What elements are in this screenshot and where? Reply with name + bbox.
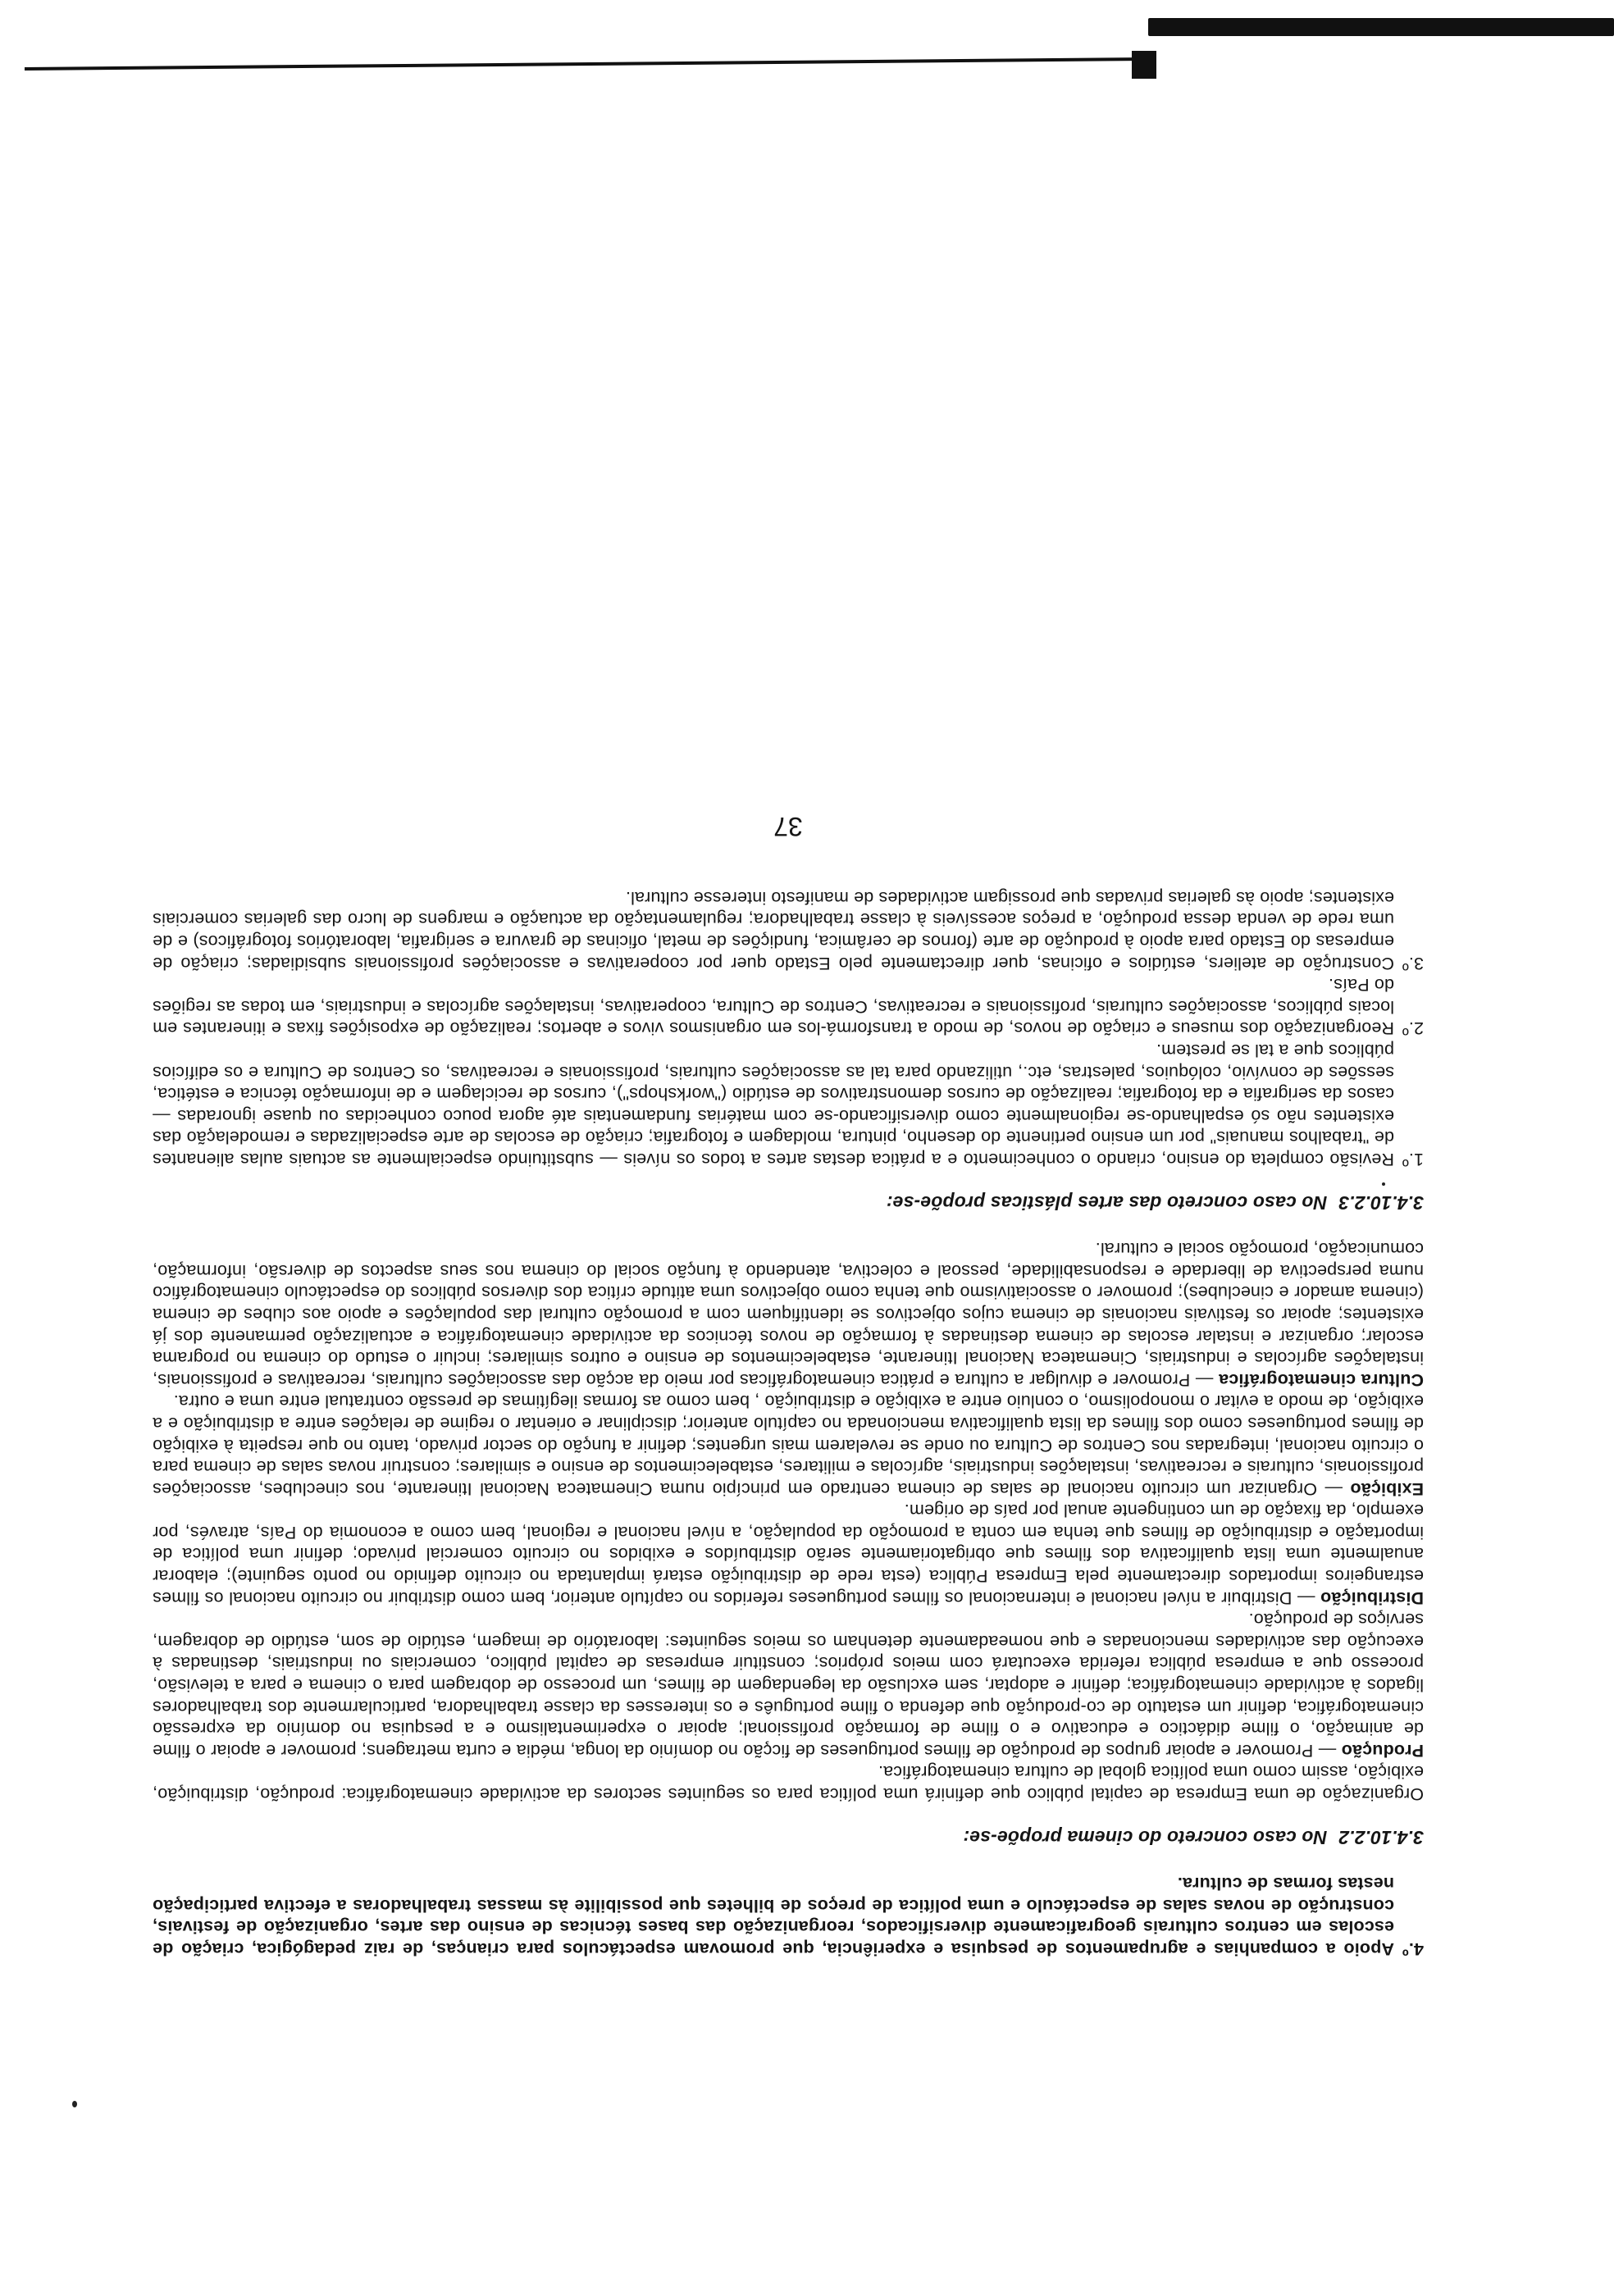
- cinema-intro: Organização de uma Empresa de capital público que definirá uma política para os seguintes sectores da actividade cinematográfica: produção, distribuição, exibição, assim como uma política global de cultura cinematográfica.: [153, 1762, 1424, 1805]
- paragraph-cultura: [153, 1238, 1424, 1391]
- section-heading-artes: [153, 1191, 1424, 1214]
- scan-border-tail: [1132, 51, 1156, 79]
- section-heading-cinema: [153, 1826, 1424, 1848]
- scan-border-top: [1148, 18, 1614, 36]
- section-number: 3.4.10.2.2: [1338, 1826, 1424, 1848]
- paragraph-distribuicao: [153, 1500, 1424, 1609]
- text-distribuicao: — Distribuir a nível nacional e internacional os filmes portugueses referidos no capítulo anterior, bem como distribuir no circuito nacional os filmes estrangeiros importados directamente pela Empresa Pública (esta rede de distribuição estará implantada no circuito definido no ponto seguinte); elaborar anualmente uma lista qualificativa dos filmes que obrigatoriamente serão distribuídos e exibidos no circuito comercial privado; definir uma política de importação e distribuição de filmes que tenha em conta a promoção da população, a nível nacional e regional, bem como a economia do País, através, por exemplo, da fixação de um contingente anual por país de origem.: [153, 1501, 1424, 1608]
- section-title: No caso concreto do cinema propõe-se:: [963, 1826, 1328, 1848]
- item-text: Apoio a companhias e agrupamentos de pesquisa e experiência, que promovam espectáculos para crianças, de raiz pedagógica, criação de escolas em centros culturais geograficamente diversificados, reorganização das bases técnicas de ensino das artes, organização de festivais, construção de novas salas de espectáculo e uma política de preços de bilhetes que possibilite às massas trabalhadoras a efectiva participação nestas formas de cultura.: [153, 1874, 1394, 1959]
- item-text: Revisão completa do ensino, criando o conhecimento e a prática destas artes a todos os níveis — substituindo especialmente as actuais aulas alienantes de "trabalhos manuais" por um ensino pertinente do desenho, pintura, moldagem e fotografia; criação de escolas de arte especializadas e remodelação das existentes não só espalhando-se regionalmente como diversificando-se com matérias fundamentais até agora pouco conhecidas ou quase ignoradas — casos da serigrafia e da fotografia; realização de cursos demonstrativos de estúdio ("workshops"), cursos de reciclagem e de informação técnica e estética, sessões de convívio, colóquios, palestras, etc., utilizando para tal as associações culturais, profissionais e recreativas, os Centros de Cultura e os edifícios públicos que a tal se prestem.: [153, 1041, 1394, 1169]
- item-text: Reorganização dos museus e criação de novos, de modo a transformá-los em organismos vivos e abertos; realização de exposições fixas e itinerantes em locais públicos, associações culturais, profissionais e recreativas, Centros de Cultura, cooperativas, instalações agrícolas e industriais, em todas as regiões do País.: [153, 975, 1394, 1039]
- item-number: 4.º: [1402, 1939, 1424, 1959]
- item-number: 1.º: [1402, 1150, 1424, 1169]
- label-exibicao: Exibição: [1350, 1478, 1424, 1499]
- label-producao: Produção: [1341, 1740, 1424, 1761]
- paragraph-exibicao: [153, 1391, 1424, 1500]
- text-cultura: — Promover e divulgar a cultura e prática cinematográficas por meio da acção das associações culturais, recreativas e profissionais, instalações agrícolas e industriais, Cinemateca Nacional Itinerante, estabelecimentos de ensino e outros similares; incluir o estudo do cinema no programa escolar; organizar e instalar escolas de cinema destinadas à formação de novos técnicos da actividade cinematográfica e actualização permanente dos já existentes; apoiar os festivais nacionais de cinema cujos objectivos se identifiquem com a promoção cultural das populações e apoio aos clubes de cinema (cinema amador e cineclubes); promover o associativismo que tenha como objectivos uma atitude crítica dos diversos públicos do espectáculo cinematográfico numa perspectiva de liberdade e responsabilidade, pessoal e colectiva, atendendo à função social do cinema nos seus aspectos de diversão, informação, comunicação, promoção social e cultural.: [153, 1239, 1424, 1390]
- item-number: 3.º: [1402, 953, 1424, 973]
- paragraph-producao: [153, 1609, 1424, 1761]
- document-page: [153, 160, 1424, 1960]
- text-exibicao: — Organizar um circuito nacional de salas de cinema centrado em princípio numa Cinemateca Nacional Itinerante, nos cineclubes, associações profissionais, culturais e recreativas, instalações industriais, agrícolas e militares, estabelecimentos de ensino e similares; construir novas salas de cinema para o circuito nacional, integradas nos Centros de Cultura ou onde se revelarem mais urgentes; definir a função do sector privado, tanto no que respeita à exibição de filmes portugueses como dos filmes da lista qualificativa mencionada no capítulo anterior; disciplinar e orientar o regime de relações entre a distribuição e a exibição, de modo a evitar o monopolismo, o conluio entre a exibição e distribuição , bem como as formas ilegítimas de pressão contratual entre uma e outra.: [153, 1392, 1424, 1499]
- section-title: No caso concreto das artes plásticas propõe-se:: [886, 1191, 1328, 1214]
- list-item-3: [153, 886, 1424, 973]
- list-item-4: [153, 1873, 1424, 1960]
- list-item-2: [153, 974, 1424, 1040]
- item-text: Construção de ateliers, estúdios e oficinas, quer directamente pelo Estado quer por cooperativas e associações profissionais subsidiadas; criação de empresas do Estado para apoio à produção de arte (fornos de cerâmica, fundições de metal, oficinas de gravura e serigrafia, laboratórios fotográficos) e de uma rede de venda dessa produção, a preços acessíveis à classe trabalhadora; regulamentação da actuação e margens de lucro das galerias comerciais existentes; apoio às galerias privadas que prossigam actividades de manifesto interesse cultural.: [153, 887, 1394, 973]
- list-item-1: [153, 1039, 1424, 1170]
- page-number: 37: [773, 812, 803, 842]
- scan-border-line: [25, 57, 1156, 71]
- scan-speck: [72, 2101, 77, 2107]
- label-distribuicao: Distribuição: [1320, 1588, 1424, 1608]
- section-number: 3.4.10.2.3: [1338, 1191, 1424, 1214]
- label-cultura: Cultura cinematográfica: [1218, 1369, 1424, 1390]
- item-number: 2.º: [1402, 1018, 1424, 1039]
- text-producao: — Promover e apoiar grupos de produção de filmes portugueses de ficção no domínio da longa, média e curta metragens; promover e apoiar o filme de animação, o filme didáctico e educativo e o filme de formação profissional; apoiar o experimentalismo e a pesquisa no domínio da expressão cinematográfica, definir um estatuto de co-produção que defenda o filme português e os interesses da classe trabalhadora, particularmente dos trabalhadores ligados à actividade cinematográfica; definir e adoptar, sem exclusão da legendagem de filmes, um processo de dobragem para o cinema e para a televisão, processo que a empresa pública referida executará com meios próprios; constituir empresas de capital público, comerciais ou industriais, destinadas à execução das actividades mencionadas e que nomeadamente detenham os meios seguintes: laboratório de imagem, estúdio de som, estúdio de dobragem, serviços de produção.: [153, 1610, 1424, 1761]
